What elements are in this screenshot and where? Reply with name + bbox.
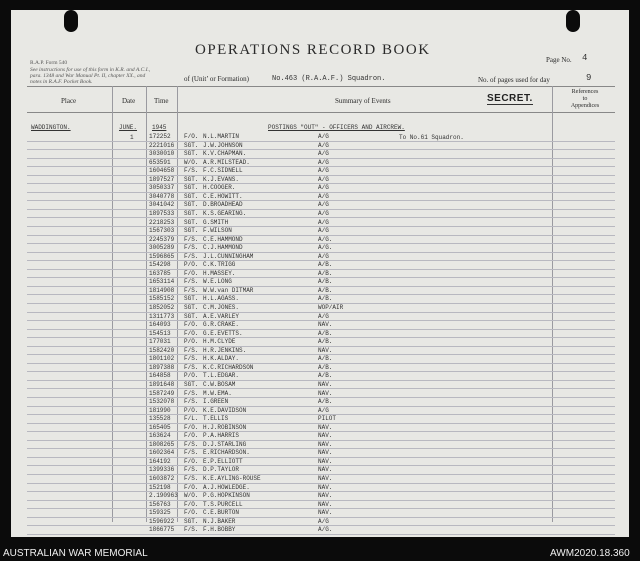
service-number: 135528 — [149, 415, 171, 423]
unit-name: No.463 (R.A.A.F.) Squadron. — [272, 75, 386, 83]
trade: NAV. — [318, 449, 333, 457]
rank: P/O. — [184, 406, 199, 414]
rank: F/O. — [184, 329, 199, 337]
airman-name: W.W.van DITMAR — [203, 286, 254, 294]
airman-name: F.WILSON — [203, 227, 232, 235]
entry-day: 1 — [130, 134, 134, 141]
trade: PILOT — [318, 415, 337, 423]
row-rule — [27, 534, 615, 535]
rank: SGT. — [184, 201, 199, 209]
trade: A/G — [318, 517, 329, 525]
service-number: 1532078 — [149, 398, 175, 406]
service-number: 1852052 — [149, 304, 175, 311]
trade: A/G — [318, 201, 329, 209]
rank: F/O. — [184, 423, 199, 431]
airman-name: M.W.EMA. — [203, 389, 232, 397]
airman-name: K.S.GEARING. — [203, 209, 247, 217]
trade: NAV. — [318, 346, 333, 354]
service-number: 1653114 — [149, 278, 175, 286]
trade: A/B. — [318, 355, 333, 363]
rank: F/S. — [184, 167, 199, 175]
service-number: 156763 — [149, 500, 171, 508]
pages-used-label: No. of pages used for day — [478, 76, 550, 84]
airman-name: J.W.JOHNSON — [203, 141, 243, 149]
service-number: 1814908 — [149, 286, 175, 294]
service-number: 154513 — [149, 329, 171, 337]
airman-name: D.J.STARLING — [203, 440, 247, 448]
rank: F/S. — [184, 346, 199, 354]
trade: NAV. — [318, 440, 333, 448]
rank: SGT. — [184, 218, 199, 226]
service-number: 1604658 — [149, 167, 175, 175]
service-number: 2221016 — [149, 141, 175, 149]
unit-prefix: of (Unit’ or Formation) — [184, 75, 249, 83]
trade: WOP/AIR — [318, 304, 344, 311]
trade: A/B. — [318, 338, 333, 346]
form-instruction-line: notes in R.A.F. Pocket Book. — [30, 79, 93, 85]
rank: F/S. — [184, 440, 199, 448]
form-instructions — [30, 67, 150, 85]
page-title: OPERATIONS RECORD BOOK — [195, 42, 431, 58]
rank: SGT. — [184, 295, 199, 303]
trade: A/G — [318, 167, 329, 175]
airman-name: J.L.CUNNINGHAM — [203, 252, 254, 260]
trade: A/G — [318, 184, 329, 192]
airman-name: G.SMITH — [203, 218, 229, 226]
service-number: 653591 — [149, 158, 171, 166]
trade: NAV. — [318, 475, 333, 482]
header-place: Place — [61, 97, 77, 105]
airman-name: N.J.BAKER — [203, 517, 236, 525]
service-number: 172252 — [149, 133, 171, 140]
airman-name: F.C.SIDNELL — [203, 167, 243, 175]
airman-name: K.E.AYLING-ROUSE — [203, 475, 261, 482]
airman-name: C.E.HOWITT. — [203, 192, 243, 200]
airman-name: A.R.MILSTEAD. — [203, 158, 250, 166]
service-number: 152198 — [149, 483, 171, 491]
header-top-rule — [27, 86, 615, 87]
service-number: 2245379 — [149, 235, 175, 243]
service-number: 154298 — [149, 261, 171, 269]
rank: F/S. — [184, 398, 199, 406]
trade: NAV. — [318, 492, 333, 500]
service-number: 1801102 — [149, 355, 175, 363]
trade: A/B. — [318, 363, 333, 371]
rank: SGT. — [184, 150, 199, 158]
service-number: 1603872 — [149, 475, 175, 482]
airman-name: H.R.JENKINS. — [203, 346, 247, 354]
rank: F/S. — [184, 363, 199, 371]
trade: A/B. — [318, 261, 333, 269]
rank: F/O. — [184, 432, 199, 440]
trade: A/G — [318, 406, 329, 414]
trade: A/B. — [318, 295, 333, 303]
airman-name: K.C.RICHARDSON — [203, 363, 254, 371]
rank: SGT. — [184, 227, 199, 235]
service-number: 164858 — [149, 372, 171, 380]
rank: SGT. — [184, 304, 199, 311]
rank: F/S. — [184, 466, 199, 474]
trade: A/G — [318, 158, 329, 166]
trade: A/B. — [318, 372, 333, 380]
rank: F/S. — [184, 389, 199, 397]
service-number: 3041042 — [149, 201, 175, 209]
rank: SGT. — [184, 380, 199, 388]
service-number: 1897527 — [149, 175, 175, 183]
airman-name: C.M.JONES. — [203, 304, 240, 311]
trade: NAV. — [318, 466, 333, 474]
header-summary: Summary of Events — [335, 97, 391, 105]
rank: SGT. — [184, 192, 199, 200]
trade: NAV. — [318, 483, 333, 491]
binder-hole-left — [64, 10, 78, 32]
footer-credit: AUSTRALIAN WAR MEMORIAL — [3, 548, 148, 559]
trade: NAV. — [318, 509, 333, 517]
rank: F/S. — [184, 286, 199, 294]
airman-name: C.J.HAMMOND — [203, 244, 243, 252]
trade: A/G — [318, 150, 329, 158]
service-number: 1585152 — [149, 295, 175, 303]
entry-month: JUNE. — [119, 124, 138, 131]
page-number-label: Page No. — [546, 56, 572, 64]
airman-name: C.E.HAMMOND — [203, 235, 243, 243]
trade: NAV. — [318, 500, 333, 508]
rank: F/S. — [184, 244, 199, 252]
airman-name: C.K.TRIGG — [203, 261, 236, 269]
rank: SGT. — [184, 184, 199, 192]
trade: A/G. — [318, 235, 333, 243]
rank: SGT. — [184, 141, 199, 149]
trade: NAV. — [318, 380, 333, 388]
trade: NAV. — [318, 423, 333, 431]
service-number: 1808265 — [149, 440, 175, 448]
service-number: 2218253 — [149, 218, 175, 226]
trade: A/B. — [318, 398, 333, 406]
service-number: 1897533 — [149, 209, 175, 217]
airman-name: N.L.MARTIN — [203, 133, 240, 140]
trade: A/G — [318, 175, 329, 183]
airman-name: G.R.CRAKE. — [203, 321, 240, 329]
rank: F/S. — [184, 235, 199, 243]
rank: F/O. — [184, 509, 199, 517]
trade: A/B. — [318, 329, 333, 337]
airman-name: F.H.BOBBY — [203, 526, 236, 534]
rank: F/O. — [184, 269, 199, 277]
footer-accession: AWM2020.18.360 — [550, 548, 630, 559]
trade: A/B. — [318, 278, 333, 286]
service-number: 3040778 — [149, 192, 175, 200]
service-number: 1897388 — [149, 363, 175, 371]
airman-name: H.J.ROBINSON — [203, 423, 247, 431]
rank: F/L. — [184, 415, 199, 423]
airman-name: E.P.ELLIOTT — [203, 457, 243, 465]
service-number: 1399336 — [149, 466, 175, 474]
service-number: 1596865 — [149, 252, 175, 260]
rank: F/S. — [184, 278, 199, 286]
service-number: 3005289 — [149, 244, 175, 252]
service-number: 165405 — [149, 423, 171, 431]
header-references: References to Appendices — [570, 89, 600, 109]
airman-name: C.E.BURTON — [203, 509, 240, 517]
pages-used-value: 9 — [586, 73, 592, 83]
rank: F/O. — [184, 500, 199, 508]
entry-year: 1945 — [152, 124, 167, 131]
airman-name: D.P.TAYLOR — [203, 466, 240, 474]
rank: F/S. — [184, 252, 199, 260]
airman-name: G.E.EVETTS. — [203, 329, 243, 337]
trade: A/G — [318, 227, 329, 235]
rank: SGT. — [184, 209, 199, 217]
rank: F/S. — [184, 475, 199, 482]
trade: NAV. — [318, 389, 333, 397]
rank: SGT. — [184, 312, 199, 320]
trade: NAV. — [318, 432, 333, 440]
rank: F/S. — [184, 355, 199, 363]
service-number: 1311773 — [149, 312, 175, 320]
trade: A/G — [318, 312, 329, 320]
service-number: 163785 — [149, 269, 171, 277]
page-number-value: 4 — [582, 53, 588, 63]
airman-name: D.BROADHEAD — [203, 201, 243, 209]
airman-name: H.MASSEY. — [203, 269, 236, 277]
airman-name: A.J.HOWLEDGE. — [203, 483, 250, 491]
rank: F/O. — [184, 321, 199, 329]
rank: W/O. — [184, 492, 199, 500]
airman-name: K.V.CHAPMAN. — [203, 150, 247, 158]
airman-name: H.K.ALDAY. — [203, 355, 240, 363]
service-number: 164093 — [149, 321, 171, 329]
trade: A/G — [318, 209, 329, 217]
airman-name: H.L.AGASS. — [203, 295, 240, 303]
service-number: 1587249 — [149, 389, 175, 397]
service-number: 1596922 — [149, 517, 175, 525]
airman-name: A.E.VARLEY — [203, 312, 240, 320]
rank: SGT. — [184, 175, 199, 183]
rank: F/S. — [184, 526, 199, 534]
trade: NAV. — [318, 321, 333, 329]
airman-name: H.M.CLYDE — [203, 338, 236, 346]
service-number: 164192 — [149, 457, 171, 465]
trade: A/B. — [318, 286, 333, 294]
binder-hole-right — [566, 10, 580, 32]
trade: A/G. — [318, 526, 333, 534]
secret-stamp: SECRET. — [487, 93, 533, 104]
airman-name: E.RICHARDSON. — [203, 449, 250, 457]
entry-note: To No.61 Squadron. — [399, 134, 464, 141]
trade: A/B. — [318, 269, 333, 277]
airman-name: P.A.HARRIS — [203, 432, 240, 440]
service-number: 159325 — [149, 509, 171, 517]
service-number: 2.190963 — [149, 492, 178, 500]
service-number: 3050337 — [149, 184, 175, 192]
airman-name: W.E.LONG — [203, 278, 232, 286]
form-instruction-line: para. 1348 and War Manual Pt. II, chapter XX., and — [30, 73, 146, 79]
header-bottom-rule — [27, 112, 615, 113]
rank: F/O. — [184, 483, 199, 491]
airman-name: I.GREEN — [203, 398, 229, 406]
trade: A/G — [318, 218, 329, 226]
service-number: 177031 — [149, 338, 171, 346]
rank: P/O. — [184, 372, 199, 380]
airman-name: T.L.EDGAR. — [203, 372, 240, 380]
entry-place: WADDINGTON. — [31, 124, 71, 131]
service-number: 1602364 — [149, 449, 175, 457]
trade: A/G — [318, 252, 329, 260]
service-number: 1582420 — [149, 346, 175, 354]
airman-name: H.COOGER. — [203, 184, 236, 192]
trade: A/G. — [318, 244, 333, 252]
header-date: Date — [122, 97, 136, 105]
trade: NAV. — [318, 457, 333, 465]
trade: A/G — [318, 133, 329, 140]
rank: F/O. — [184, 133, 199, 140]
airman-name: T.ELLIS — [203, 415, 229, 423]
airman-name: P.G.HOPKINSON — [203, 492, 250, 500]
service-number: 163624 — [149, 432, 171, 440]
rank: SGT. — [184, 517, 199, 525]
header-time: Time — [154, 97, 169, 105]
form-number: R.A.P. Form 540 — [30, 60, 68, 66]
form-instruction-line: See instructions for use of this form in K.R. and A.C.I., — [30, 67, 151, 73]
rank: P/O. — [184, 338, 199, 346]
airman-name: K.E.DAVIDSON — [203, 406, 247, 414]
rank: P/O. — [184, 261, 199, 269]
airman-name: T.S.PURCELL — [203, 500, 243, 508]
airman-name: C.W.BOSAM — [203, 380, 236, 388]
trade: A/G — [318, 141, 329, 149]
service-number: 1866775 — [149, 526, 175, 534]
airman-name: K.J.EVANS. — [203, 175, 240, 183]
rank: F/O. — [184, 457, 199, 465]
service-number: 1891648 — [149, 380, 175, 388]
trade: A/G — [318, 192, 329, 200]
rank: F/S. — [184, 449, 199, 457]
rank: W/O. — [184, 158, 199, 166]
service-number: 1567303 — [149, 227, 175, 235]
entry-heading: POSTINGS "OUT" - OFFICERS AND AIRCREW. — [268, 124, 405, 131]
service-number: 3030010 — [149, 150, 175, 158]
service-number: 181990 — [149, 406, 171, 414]
